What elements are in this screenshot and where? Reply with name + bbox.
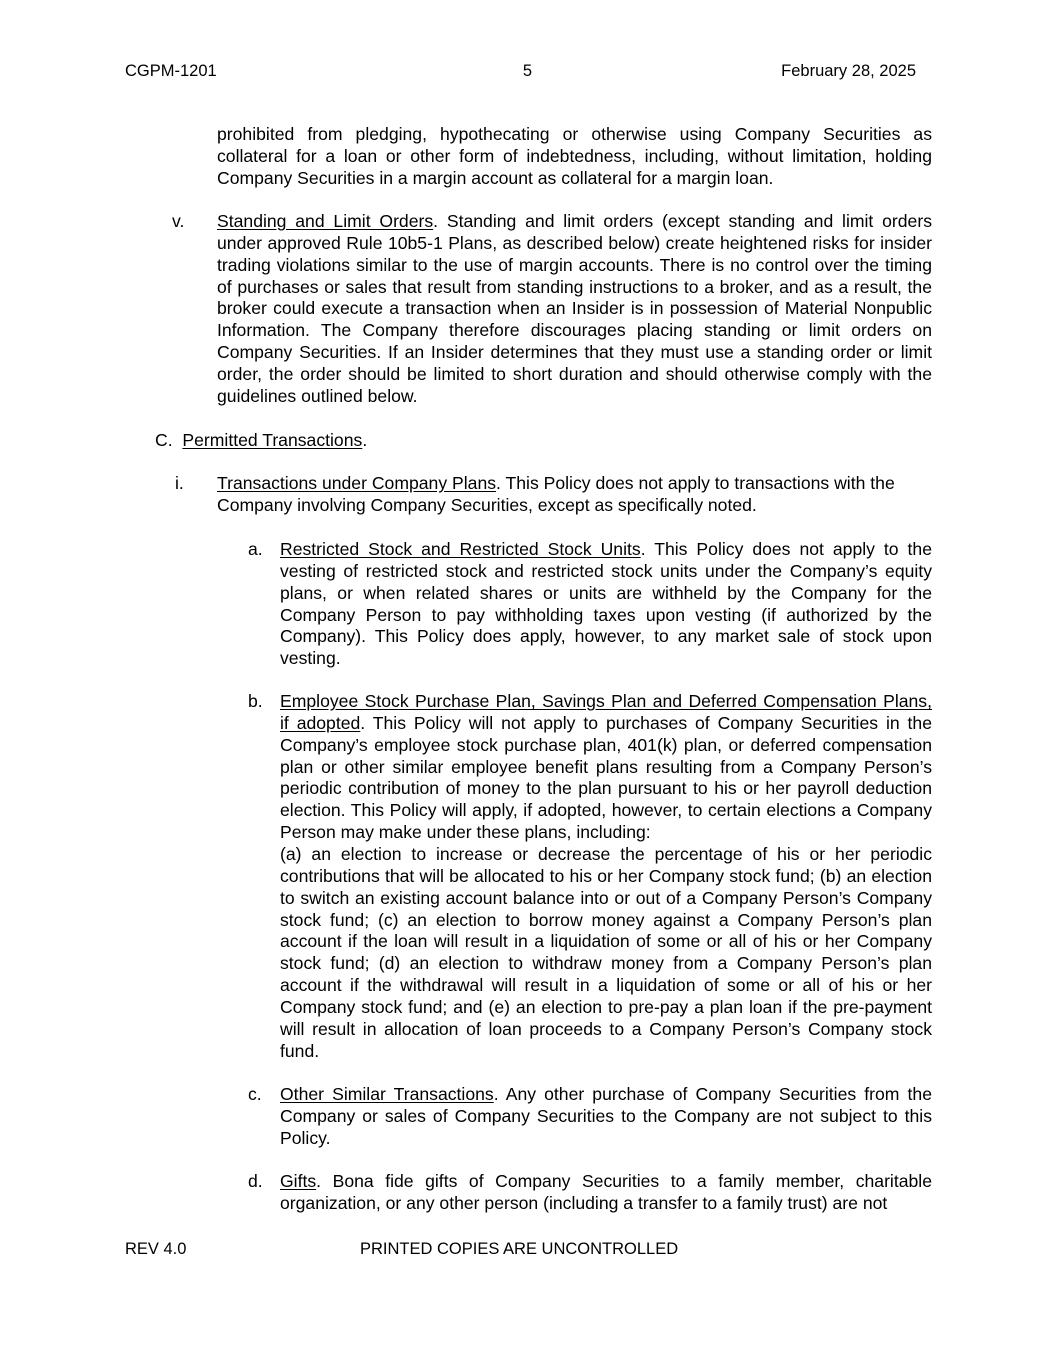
sub-b-body: . This Policy will not apply to purchases of Company Securities in the Company’s employee stock purchase plan, 401(k) plan, or deferred compensation plan or other similar employee benefit plans resulting from a Company Person’s periodic contribution of money to the plan pursuant to his or her payroll deduction election. This Policy will apply, if adopted, however, to certain elections a Company Person may make under these plans, including: [280, 712, 932, 843]
header-page-number: 5 [522, 62, 533, 80]
item-i-title: Transactions under Company Plans [217, 473, 497, 493]
footer-notice: PRINTED COPIES ARE UNCONTROLLED [360, 1240, 679, 1258]
sub-a-marker: a. [248, 539, 263, 559]
header-date: February 28, 2025 [781, 62, 916, 80]
continuation-paragraph: prohibited from pledging, hypothecating or otherwise using Company Securities as collateral for a loan or other form of indebtedness, including, without limitation, holding Company Securities in a margin account as collateral for a margin loan. [217, 124, 932, 188]
item-i-marker: i. [175, 473, 184, 493]
sub-d-paragraph [280, 1171, 932, 1215]
item-v-paragraph [217, 211, 932, 408]
section-c-title: Permitted Transactions [182, 430, 363, 450]
section-c-marker: C. [155, 430, 173, 450]
sub-b-marker: b. [248, 691, 263, 711]
item-v-body: . Standing and limit orders (except standing and limit orders under approved Rule 10b5-1 Plans, as described below) create heightened risks for insider trading violations similar to the use of margin accounts. There is no control over the timing of purchases or sales that result from standing instructions to a broker, and as a result, the broker could execute a transaction when an Insider is in possession of Material Nonpublic Information. The Company therefore discourages placing standing or limit orders on Company Securities. If an Insider determines that they must use a standing order or limit order, the order should be limited to short duration and should otherwise comply with the guidelines outlined below. [217, 211, 932, 406]
sub-b-paragraph [280, 691, 932, 844]
item-i-paragraph [217, 473, 932, 517]
sub-d-title: Gifts [280, 1171, 317, 1191]
section-c-heading [155, 430, 367, 452]
sub-c-paragraph [280, 1084, 932, 1150]
sub-d-marker: d. [248, 1171, 263, 1191]
footer-revision: REV 4.0 [125, 1240, 187, 1258]
sub-b-title: Employee Stock Purchase Plan, Savings Plan and Deferred Compensation Plans, if adopted [280, 691, 932, 733]
sub-d-body: . Bona fide gifts of Company Securities to a family member, charitable organization, or any other person (including a transfer to a family trust) are not [280, 1171, 932, 1213]
sub-b-paragraph-continued: (a) an election to increase or decrease the percentage of his or her periodic contributions that will be allocated to his or her Company stock fund; (b) an election to switch an existing account balance into or out of a Company Person’s Company stock fund; (c) an election to borrow money against a Company Person’s plan account if the loan will result in a liquidation of some or all of his or her Company stock fund; (d) an election to withdraw money from a Company Person’s plan account if the withdrawal will result in a liquidation of some or all of his or her Company stock fund; and (e) an election to pre-pay a plan loan if the pre-payment will result in allocation of loan proceeds to a Company Person’s Company stock fund. [280, 844, 932, 1061]
sub-a-title: Restricted Stock and Restricted Stock Units [280, 539, 641, 559]
sub-c-marker: c. [248, 1084, 262, 1104]
sub-a-paragraph [280, 539, 932, 670]
sub-c-body: . Any other purchase of Company Securities from the Company or sales of Company Securities to the Company are not subject to this Policy. [280, 1084, 932, 1148]
header-doc-id: CGPM-1201 [125, 62, 217, 80]
sub-c-title: Other Similar Transactions [280, 1084, 494, 1104]
sub-a-body: . This Policy does not apply to the vesting of restricted stock and restricted stock units under the Company’s equity plans, or when related shares or units are withheld by the Company for the Company Person to pay withholding taxes upon vesting (if authorized by the Company). This Policy does apply, however, to any market sale of stock upon vesting. [280, 539, 932, 669]
item-i-body: . This Policy does not apply to transactions with the Company involving Company Securities, except as specifically noted. [217, 473, 895, 515]
item-v-title: Standing and Limit Orders [217, 211, 434, 231]
item-v-marker: v. [172, 211, 185, 231]
section-c-suffix: . [362, 430, 368, 450]
